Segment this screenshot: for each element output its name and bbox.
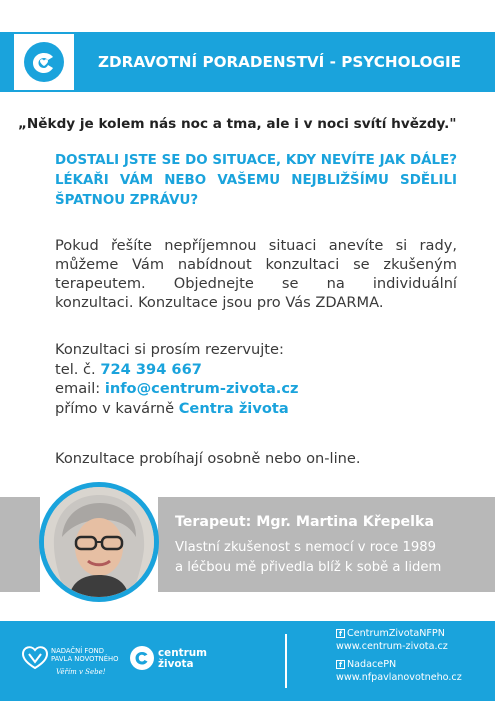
paragraph-line: můžeme Vám nabídnout konzultaci se zkušeným xyxy=(55,256,457,273)
nf-signature: Věřím v Sebe! xyxy=(56,668,106,676)
online-note: Konzultace probíhají osobně nebo on-line. xyxy=(55,450,361,467)
nf-line: NADAČNÍ FOND xyxy=(51,647,104,655)
therapist-desc-line: Vlastní zkušenost s nemocí v roce 1989 xyxy=(175,540,437,555)
place-name: Centra života xyxy=(178,399,289,417)
website-link[interactable]: www.centrum-zivota.cz xyxy=(336,640,448,652)
therapist-band-left xyxy=(0,497,40,592)
phone-line xyxy=(55,360,457,380)
cz-line: centrum xyxy=(158,647,207,659)
nf-line: PAVLA NOVOTNÉHO xyxy=(51,655,119,664)
heart-c-logo-icon xyxy=(22,39,66,85)
therapist-name: Terapeut: Mgr. Martina Křepelka xyxy=(175,514,435,530)
contact-block xyxy=(55,340,457,418)
website-link[interactable]: www.nfpavlanovotneho.cz xyxy=(336,671,462,683)
therapist-portrait-icon xyxy=(44,487,154,597)
heading-line: ŠPATNOU ZPRÁVU? xyxy=(55,193,199,208)
phone-link[interactable]: 724 394 667 xyxy=(100,360,202,378)
nadacni-fond-name xyxy=(51,647,118,663)
email-line xyxy=(55,379,457,399)
brand-logo xyxy=(14,34,74,90)
therapist-description xyxy=(175,538,485,578)
paragraph-line: konzultaci. Konzultace jsou pro Vás ZDARMA. xyxy=(55,294,384,311)
contact-intro: Konzultaci si prosím rezervujte: xyxy=(55,341,284,358)
heading-line: DOSTALI JSTE SE DO SITUACE, KDY NEVÍTE JAK DÁLE? xyxy=(55,153,457,168)
nadacni-fond-logo-icon xyxy=(20,646,50,670)
facebook-icon: f xyxy=(336,660,345,669)
footer-divider xyxy=(285,634,287,688)
facebook-link[interactable]: f CentrumZivotaNFPN xyxy=(336,628,491,641)
intro-paragraph xyxy=(55,236,457,312)
email-label: email: xyxy=(55,380,105,397)
therapist-photo xyxy=(44,487,154,597)
facebook-link[interactable]: f NadacePN xyxy=(336,659,491,672)
cz-line: života xyxy=(158,658,194,670)
paragraph-line: terapeutem. Objednejte se na individuální xyxy=(55,275,457,292)
centrum-zivota-name xyxy=(158,648,207,670)
paragraph-line: Pokud řešíte nepříjemnou situaci anevíte si rady, xyxy=(55,237,457,254)
place-label: přímo v kavárně xyxy=(55,399,179,417)
page-title: ZDRAVOTNÍ PORADENSTVÍ - PSYCHOLOGIE xyxy=(98,53,462,71)
section-heading xyxy=(55,151,457,211)
centrum-zivota-logo-icon xyxy=(129,645,155,671)
place-line xyxy=(55,399,457,419)
therapist-desc-line: a léčbou mě přivedla blíž k sobě a lidem xyxy=(175,560,442,575)
social-links xyxy=(336,628,491,684)
email-link[interactable]: info@centrum-zivota.cz xyxy=(104,380,299,397)
facebook-icon: f xyxy=(336,629,345,638)
heading-line: LÉKAŘI VÁM NEBO VAŠEMU NEJBLIŽŠÍMU SDĚLILI xyxy=(55,173,457,188)
quote: „Někdy je kolem nás noc a tma, ale i v noci svítí hvězdy." xyxy=(18,116,457,132)
phone-label: tel. č. xyxy=(55,360,101,378)
